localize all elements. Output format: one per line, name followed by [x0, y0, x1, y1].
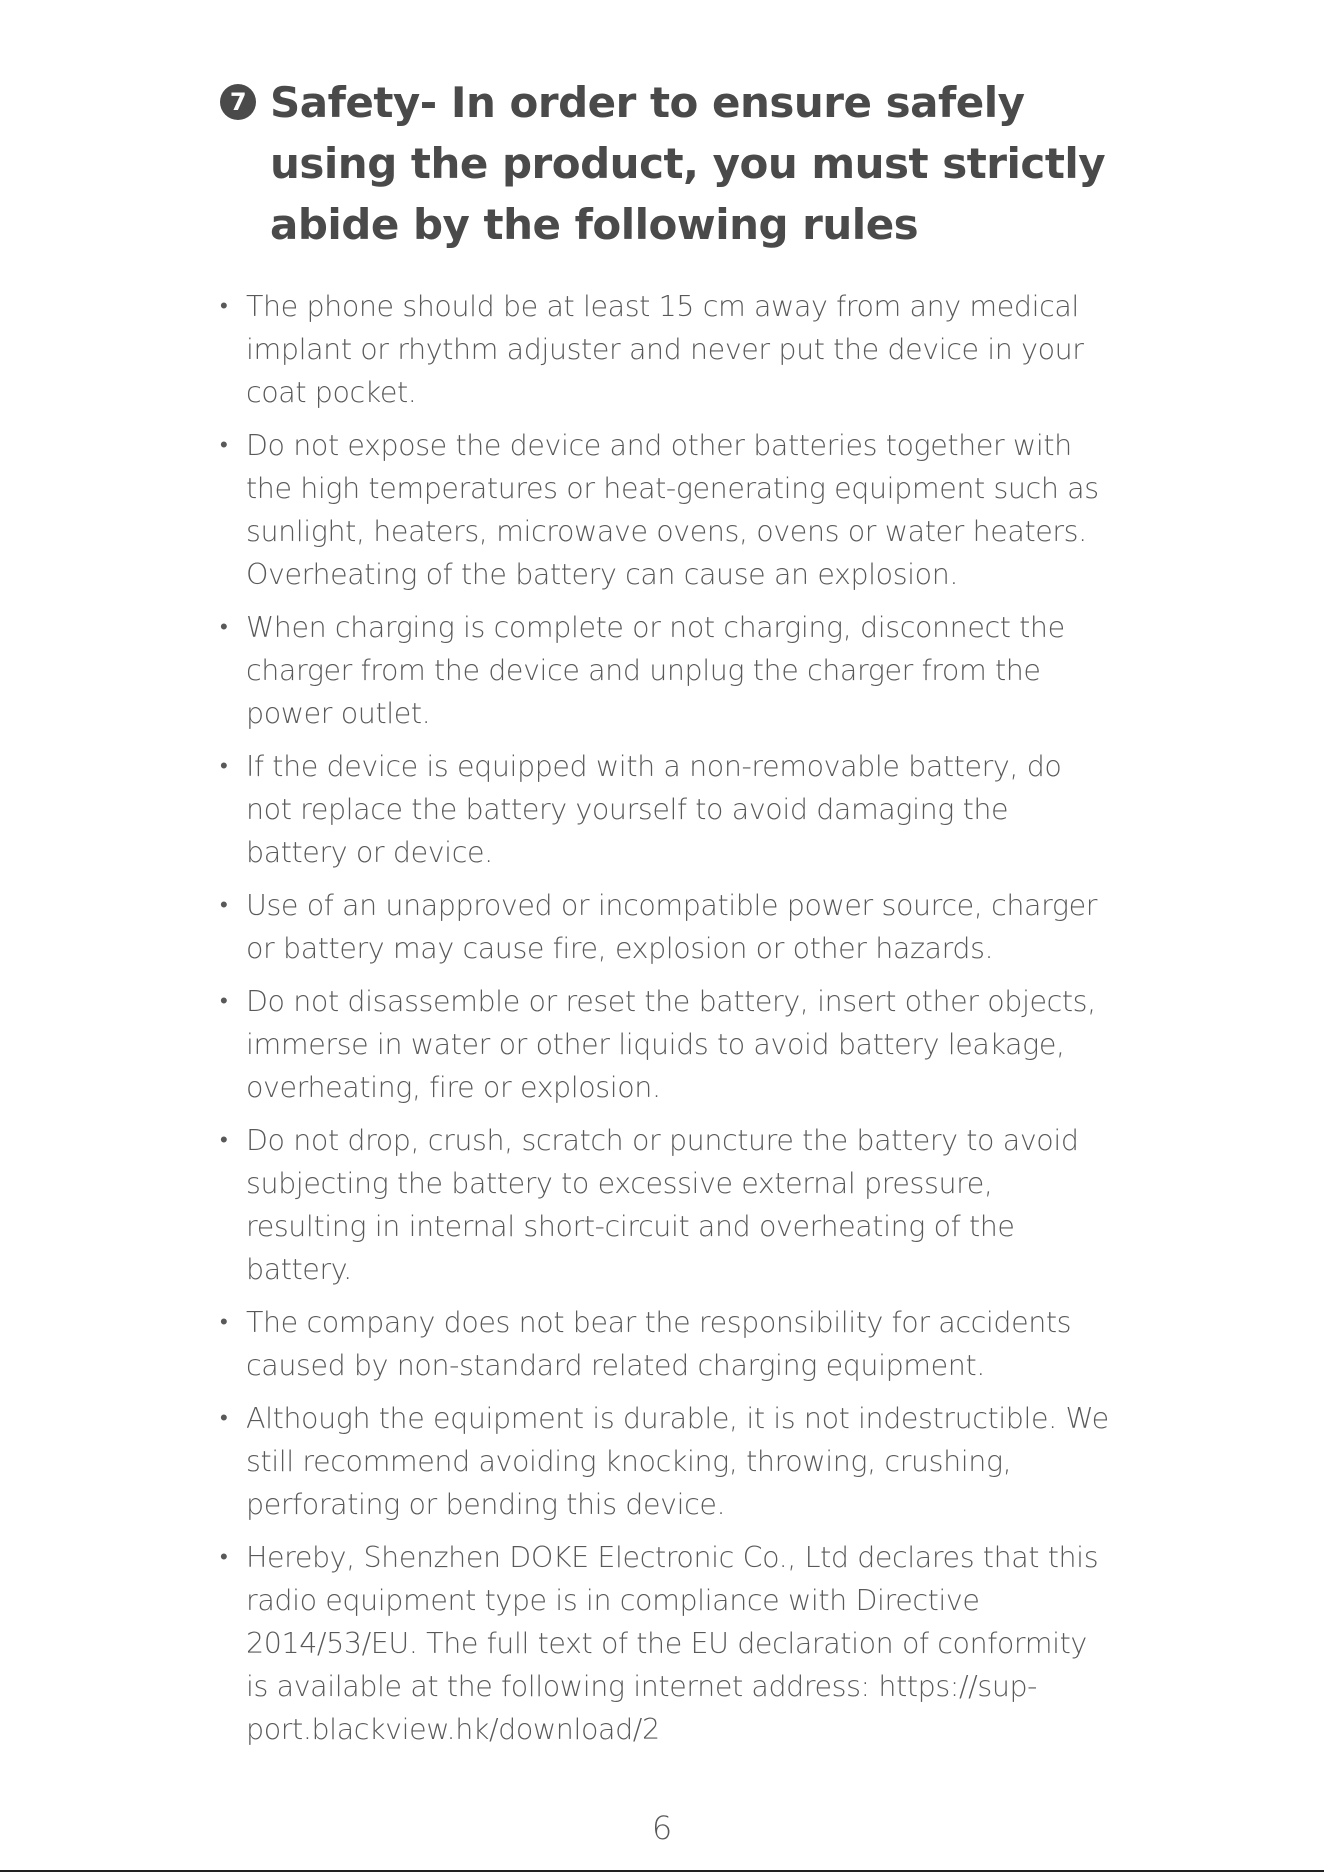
list-item: [220, 1119, 1110, 1291]
bullet-icon: •: [220, 433, 228, 458]
bullet-icon: •: [220, 1406, 228, 1431]
list-item: [220, 424, 1110, 596]
bullet-icon: •: [220, 1310, 228, 1335]
list-item: [220, 980, 1110, 1109]
safety-rules-list: [220, 285, 1110, 1761]
rule-text: The company does not bear the responsibility for accidents caused by non-standard related charging equipment.: [246, 1306, 1072, 1382]
bullet-icon: •: [220, 1128, 228, 1153]
bullet-icon: •: [220, 754, 228, 779]
rule-text: Hereby, Shenzhen DOKE Electronic Co., Ltd declares that this radio equipment type is in compliance with Directive 2014/53/EU. The full text of the EU declaration of conformity is available at the following internet address: https://sup-port.blackview.hk/download/2: [246, 1541, 1099, 1746]
page-number: 6: [651, 1809, 673, 1847]
list-item: [220, 1397, 1110, 1526]
rule-text: The phone should be at least 15 cm away from any medical implant or rhythm adjuster and never put the device in your coat pocket.: [246, 290, 1084, 409]
bullet-icon: •: [220, 1545, 228, 1570]
list-item: [220, 884, 1110, 970]
rule-text: Although the equipment is durable, it is not indestructible. We still recommend avoiding knocking, throwing, crushing, perforating or bending this device.: [246, 1402, 1109, 1521]
list-item: [220, 745, 1110, 874]
rule-text: Do not disassemble or reset the battery, insert other objects, immerse in water or other liquids to avoid battery leakage, overheating, fire or explosion.: [246, 985, 1096, 1104]
rule-text: Use of an unapproved or incompatible power source, charger or battery may cause fire, explosion or other hazards.: [246, 889, 1098, 965]
list-item: [220, 606, 1110, 735]
rule-text: Do not expose the device and other batteries together with the high temperatures or heat-generating equipment such as sunlight, heaters, microwave ovens, ovens or water heaters. Overheating of the battery can cause an explosion.: [246, 429, 1099, 591]
rule-text: Do not drop, crush, scratch or puncture the battery to avoid subjecting the battery to excessive external pressure, resulting in internal short-circuit and overheating of the battery.: [246, 1124, 1079, 1286]
section-title: Safety- In order to ensure safely using the product, you must strictly abide by the following rules: [270, 78, 1106, 249]
bullet-icon: •: [220, 893, 228, 918]
rule-text: When charging is complete or not charging, disconnect the charger from the device and unplug the charger from the power outlet.: [246, 611, 1065, 730]
section-number-badge: 7: [220, 84, 256, 120]
list-item: [220, 1301, 1110, 1387]
bullet-icon: •: [220, 615, 228, 640]
bullet-icon: •: [220, 989, 228, 1014]
rule-text: If the device is equipped with a non-removable battery, do not replace the battery yourself to avoid damaging the battery or device.: [246, 750, 1062, 869]
list-item: [220, 285, 1110, 414]
section-heading: [220, 72, 1120, 255]
list-item: [220, 1536, 1110, 1751]
bullet-icon: •: [220, 294, 228, 319]
